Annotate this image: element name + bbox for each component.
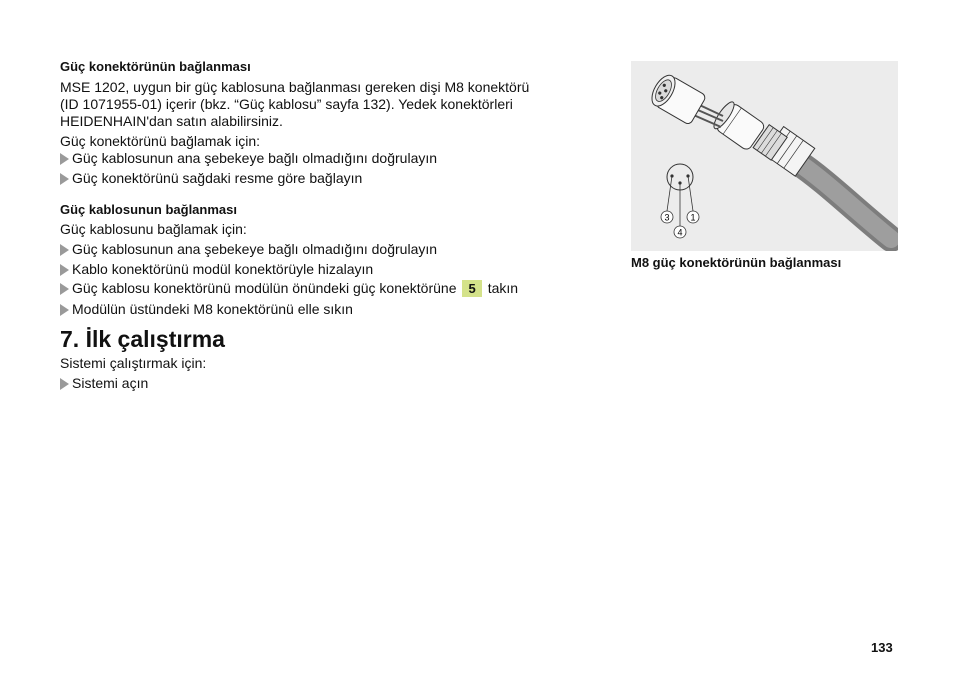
step-text: Kablo konektörünü modül konektörüyle hizalayın — [72, 261, 374, 277]
triangle-bullet-icon — [60, 264, 69, 276]
pin-label: 4 — [677, 227, 683, 238]
triangle-bullet-icon — [60, 173, 69, 185]
step-text: Güç kablosunun ana şebekeye bağlı olmadığını doğrulayın — [72, 150, 438, 166]
figure-caption: M8 güç konektörünün bağlanması — [631, 255, 842, 270]
step-text: Güç kablosunun ana şebekeye bağlı olmadığını doğrulayın — [72, 241, 438, 257]
triangle-bullet-icon — [60, 378, 69, 390]
triangle-bullet-icon — [60, 283, 69, 295]
step-item — [60, 170, 362, 187]
step-text: Güç konektörünü sağdaki resme göre bağlayın — [72, 170, 363, 186]
paragraph-line: HEIDENHAIN'dan satın alabilirsiniz. — [60, 113, 283, 129]
step-item — [60, 375, 148, 392]
chapter-title: 7. İlk çalıştırma — [60, 326, 225, 352]
step-text: Güç kablosu konektörünü modülün önündeki güç konektörüne — [72, 280, 457, 296]
instruction-intro: Sistemi çalıştırmak için: — [60, 355, 207, 371]
connector-number-badge: 5 — [462, 280, 481, 297]
triangle-bullet-icon — [60, 304, 69, 316]
paragraph-line: MSE 1202, uygun bir güç kablosuna bağlanması gereken dişi M8 konektörü — [60, 79, 530, 95]
step-item — [60, 150, 437, 167]
instruction-intro: Güç kablosunu bağlamak için: — [60, 221, 247, 237]
step-item — [60, 241, 437, 258]
instruction-intro: Güç konektörünü bağlamak için: — [60, 133, 260, 149]
connector-illustration — [631, 61, 898, 251]
step-item — [60, 261, 373, 278]
section-heading-power-connector: Güç konektörünün bağlanması — [60, 59, 251, 74]
step-text: Modülün üstündeki M8 konektörünü elle sıkın — [72, 301, 353, 317]
page-number: 133 — [871, 640, 893, 655]
pin-label: 1 — [690, 212, 696, 223]
step-text: Sistemi açın — [72, 375, 149, 391]
pin-label: 3 — [664, 212, 670, 223]
step-item — [60, 301, 353, 318]
paragraph-line: (ID 1071955-01) içerir (bkz. “Güç kablosu” sayfa 132). Yedek konektörleri — [60, 96, 513, 112]
m8-connector-drawing — [631, 61, 898, 251]
triangle-bullet-icon — [60, 153, 69, 165]
section-heading-power-cable: Güç kablosunun bağlanması — [60, 202, 237, 217]
step-text: takın — [487, 280, 519, 296]
triangle-bullet-icon — [60, 244, 69, 256]
step-item — [60, 280, 518, 297]
